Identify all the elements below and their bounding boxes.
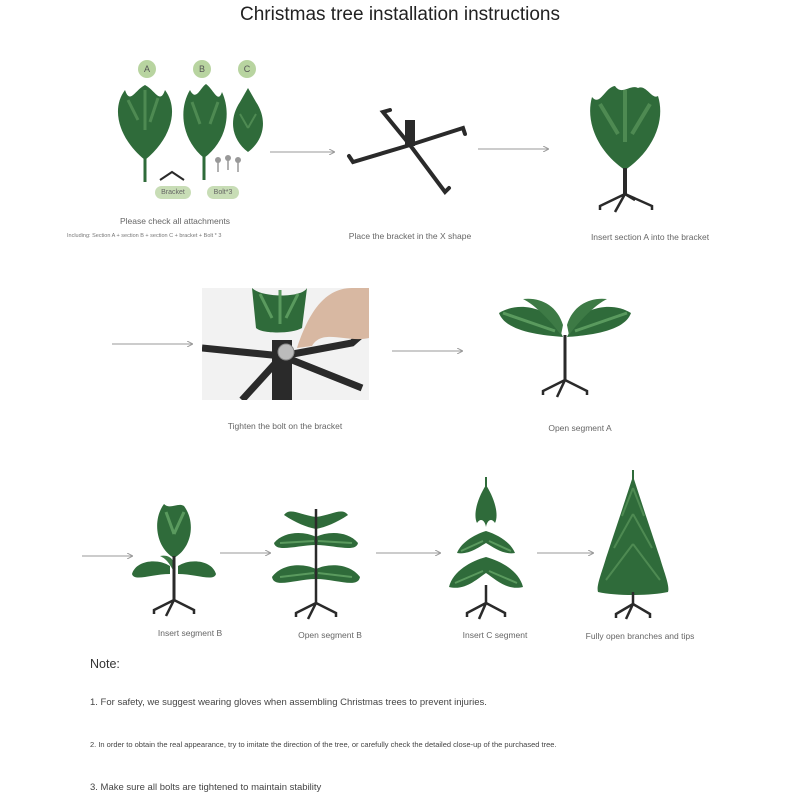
step-3-illustration (580, 82, 670, 217)
step-6-illustration (130, 500, 218, 618)
step-1-caption: Please check all attachments (119, 216, 231, 226)
badge-c: C (238, 60, 256, 78)
step-2-caption: Place the bracket in the X shape (348, 231, 472, 241)
note-2: 2. In order to obtain the real appearance, try to imitate the direction of the tree, or carefully check the detailed close-up of the purchased tree. (90, 740, 557, 749)
step-8-caption: Insert C segment (462, 630, 528, 640)
page-title: Christmas tree installation instructions (240, 4, 560, 25)
arrow-3 (112, 340, 197, 348)
arrow-2 (478, 145, 553, 153)
section-c-illustration (233, 88, 263, 152)
arrow-7 (376, 549, 446, 557)
step-4-caption: Tighten the bolt on the bracket (227, 421, 343, 431)
arrow-6 (220, 549, 275, 557)
step-7-caption: Open segment B (298, 630, 362, 640)
arrow-5 (82, 552, 137, 560)
step-1-attachments (100, 58, 280, 208)
note-1: 1. For safety, we suggest wearing gloves when assembling Christmas trees to prevent injuries. (90, 697, 487, 708)
bolt-label: Bolt*3 (207, 186, 239, 199)
bracket-label: Bracket (155, 186, 191, 199)
step-6-caption: Insert segment B (157, 628, 223, 638)
step-3-caption: Insert section A into the bracket (590, 232, 710, 242)
notes-heading: Note: (90, 657, 120, 671)
tree-sections-illustration (100, 80, 280, 190)
step-2-bracket-illustration (345, 100, 470, 200)
arrow-4 (392, 347, 467, 355)
step-9-caption: Fully open branches and tips (585, 631, 695, 641)
step-4-photo (202, 288, 369, 400)
bolts-illustration (215, 155, 241, 172)
step-9-illustration (596, 468, 670, 620)
note-3: 3. Make sure all bolts are tightened to maintain stability (90, 782, 322, 793)
mini-stand (160, 172, 184, 180)
step-8-illustration (447, 475, 525, 620)
badge-b: B (193, 60, 211, 78)
arrow-1 (270, 148, 340, 156)
step-5-caption: Open segment A (548, 423, 612, 433)
section-b-illustration (183, 84, 226, 180)
step-1-subcaption: Including: Section A + section B + section C + bracket + Bolt * 3 (67, 233, 222, 239)
section-a-illustration (118, 85, 172, 182)
step-5-illustration (495, 295, 635, 400)
step-7-illustration (270, 505, 362, 620)
arrow-8 (537, 549, 599, 557)
badge-a: A (138, 60, 156, 78)
